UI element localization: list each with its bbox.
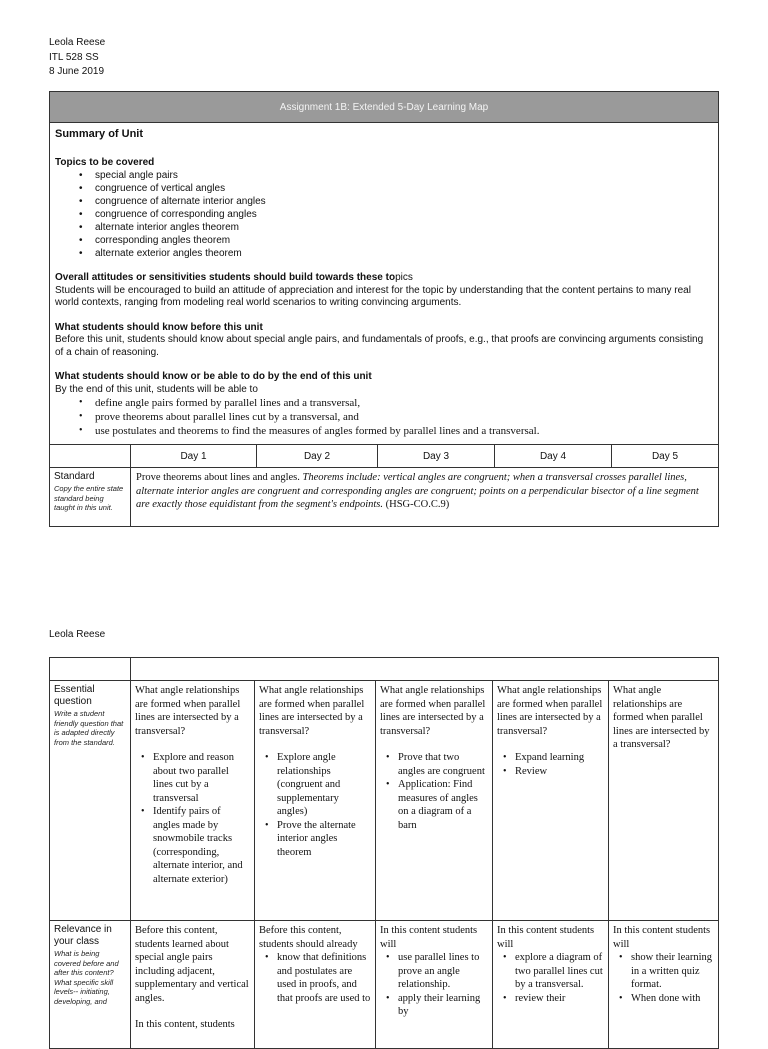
blank-row (50, 658, 719, 681)
essential-day2 (255, 681, 376, 921)
course-code: ITL 528 SS (49, 51, 99, 63)
relevance-day1: Before this content, students learned about special angle pairs including adjacent, supplementary and vertical angles. In this content, students (131, 921, 255, 1049)
list-item: • know that definitions and postulates are used in proofs, and that proofs are used to (277, 951, 371, 1005)
list-item: • explore a diagram of two parallel lines cut by a transversal. (515, 951, 604, 992)
list-item: • congruence of vertical angles (95, 182, 713, 195)
prior-knowledge-heading: What students should know before this unit (55, 321, 263, 333)
relevance-row (50, 921, 719, 1049)
list-item: • alternate interior angles theorem (95, 221, 713, 234)
topics-list (55, 169, 713, 260)
outcomes-intro: By the end of this unit, students will be able to (55, 383, 258, 395)
list-item: • Identify pairs of angles made by snowmobile tracks (corresponding, alternate interior, and alternate exterior) (153, 805, 250, 886)
day-header-5: Day 5 (612, 445, 719, 468)
day-header-3: Day 3 (378, 445, 495, 468)
relevance-label: Relevance in your class (54, 924, 112, 947)
relevance-day2: Before this content, students should already • know that definitions and postulates are used in proofs, and that proofs are used to (255, 921, 376, 1049)
list-item: • corresponding angles theorem (95, 234, 713, 247)
list-item: • special angle pairs (95, 169, 713, 182)
relevance-label-cell (50, 921, 131, 1049)
essential-question: What angle relationships are formed when parallel lines are intersected by a transversal? (613, 685, 710, 750)
outcomes-heading: What students should know or be able to do by the end of this unit (55, 371, 372, 382)
summary-section (50, 123, 719, 445)
summary-heading: Summary of Unit (55, 128, 144, 140)
essential-day5 (609, 681, 719, 921)
attitudes-heading: Overall attitudes or sensitivities students should build towards these topics (55, 272, 413, 283)
learning-map-table-page2 (49, 657, 719, 1049)
list-item: • define angle pairs formed by parallel lines and a transversal, (95, 396, 713, 410)
assignment-title: Assignment 1B: Extended 5-Day Learning Map (50, 92, 719, 123)
essential-day4 (493, 681, 609, 921)
list-item: • congruence of alternate interior angles (95, 195, 713, 208)
topics-heading: Topics to be covered (55, 156, 155, 168)
relevance-instructions: What is being covered before and after this content? What specific skill levels-- initiating, developing, and (54, 949, 119, 1006)
standard-instructions: Copy the entire state standard being taught in this unit. (54, 484, 124, 512)
standard-text: Prove theorems about lines and angles. Theorems include: vertical angles are congruent; when a transversal crosses parallel lines, alternate interior angles are congruent and corresponding angles are congruent; points on a perpendicular bisector of a line segment are exactly those equidistant from the segment's endpoints. (HSG-CO.C.9) (131, 468, 719, 527)
essential-question-row (50, 681, 719, 921)
standard-label-cell (50, 468, 131, 527)
essential-question: What angle relationships are formed when parallel lines are intersected by a transversal? (135, 685, 241, 737)
learning-map-table (49, 91, 719, 527)
relevance-day4: In this content students will • explore a diagram of two parallel lines cut by a transversal. • review their (493, 921, 609, 1049)
outcomes-list (55, 396, 713, 438)
essential-label-cell (50, 681, 131, 921)
essential-label: Essential question (54, 684, 95, 707)
list-item: • show their learning in a written quiz format. (631, 951, 714, 992)
standard-row (50, 468, 719, 527)
list-item: • congruence of corresponding angles (95, 208, 713, 221)
prior-knowledge-text: Before this unit, students should know about special angle pairs, and fundamentals of proofs, e.g., that proofs are convincing arguments consisting of a chain of reasoning. (55, 334, 704, 358)
standard-label: Standard (54, 471, 95, 482)
list-item: • Explore angle relationships (congruent and supplementary angles) (277, 751, 371, 819)
page2-author-name: Leola Reese (49, 629, 106, 640)
author-name: Leola Reese (49, 37, 106, 48)
day-header-row (50, 445, 719, 468)
list-item: • apply their learning by (398, 992, 488, 1019)
list-item: • When done with (631, 992, 714, 1006)
relevance-day5: In this content students will • show their learning in a written quiz format. • When done with (609, 921, 719, 1049)
essential-day3 (376, 681, 493, 921)
document-header (49, 36, 105, 80)
essential-question: What angle relationships are formed when parallel lines are intersected by a transversal? (259, 685, 365, 737)
essential-question: What angle relationships are formed when parallel lines are intersected by a transversal? (497, 685, 603, 737)
list-item: • Expand learning (515, 751, 604, 765)
essential-question: What angle relationships are formed when parallel lines are intersected by a transversal? (380, 685, 486, 737)
list-item: • Review (515, 765, 604, 779)
list-item: • Prove that two angles are congruent (398, 751, 488, 778)
list-item: • review their (515, 992, 604, 1006)
essential-instructions: Write a student friendly question that is adapted directly from the standard. (54, 709, 124, 747)
list-item: • use postulates and theorems to find the measures of angles formed by parallel lines and a transversal. (95, 424, 713, 438)
list-item: • Prove the alternate interior angles theorem (277, 819, 371, 860)
attitudes-text: Students will be encouraged to build an attitude of appreciation and interest for the topic by understanding that the content pertains to many real world contexts, ranging from modeling real world scenarios to writing convincing arguments. (55, 284, 691, 308)
list-item: • use parallel lines to prove an angle relationship. (398, 951, 488, 992)
relevance-day3: In this content students will • use parallel lines to prove an angle relationship. • apply their learning by (376, 921, 493, 1049)
day-header-4: Day 4 (495, 445, 612, 468)
list-item: • prove theorems about parallel lines cut by a transversal, and (95, 410, 713, 424)
day-header-2: Day 2 (257, 445, 378, 468)
list-item: • Explore and reason about two parallel lines cut by a transversal (153, 751, 250, 805)
day-header-1: Day 1 (131, 445, 257, 468)
essential-day1 (131, 681, 255, 921)
list-item: • Application: Find measures of angles on a diagram of a barn (398, 778, 488, 832)
document-date: 8 June 2019 (49, 66, 105, 77)
list-item: • alternate exterior angles theorem (95, 247, 713, 260)
